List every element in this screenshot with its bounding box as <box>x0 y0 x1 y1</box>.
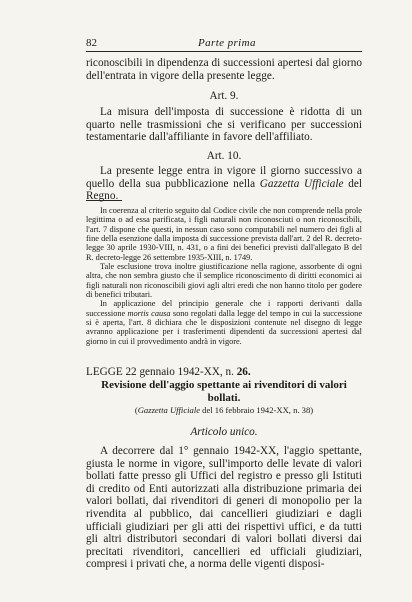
article-10-gazzetta: Gazzetta Ufficiale <box>259 177 344 190</box>
note-3-mortis-causa: mortis causa <box>127 308 171 318</box>
article-10-heading: Art. 10. <box>206 149 242 162</box>
note-paragraph-3 <box>86 299 362 346</box>
legge-block <box>86 366 362 571</box>
note-paragraph-2: Tale esclusione trova inoltre giustificazione nella ragione, assorbente di ogni altra, che non sembra giusto che il semplice riconoscimento di diritti economici ai figli naturali non riconoscibili giovi agli altri eredi che non hanno titolo per godere di benefici tributari. <box>86 262 362 300</box>
article-9-text: La misura dell'imposta di successione è ridotta di un quarto nelle trasmissioni che si verificano per successioni testamentarie dall'affiliante in favore dell'affiliato. <box>86 106 362 144</box>
article-10-text <box>86 165 362 203</box>
gazzetta-date: del 16 febbraio 1942-XX, n. 38) <box>200 405 314 415</box>
running-header <box>86 36 362 50</box>
legge-title-number: 26. <box>236 366 251 378</box>
legge-title-prefix: LEGGE 22 gennaio 1942-XX, n. <box>86 366 237 378</box>
gazzetta-reference <box>86 405 362 416</box>
header-rule <box>86 51 362 52</box>
footnote-separator <box>86 200 122 201</box>
article-10-text-a: La presente legge entra in vigore il giorno successivo a quello della sua pubblicazione nella <box>86 164 362 190</box>
page-number: 82 <box>86 37 97 49</box>
note-3-a: In applicazione del principio generale che i rapporti derivanti dalla successione <box>86 299 362 318</box>
commentary-notes <box>86 206 362 346</box>
article-10-text-b: del Regno. <box>86 177 363 203</box>
legge-subtitle: Revisione dell'aggio spettante ai rivenditori di valori bollati. <box>101 379 347 404</box>
gazzetta-name: Gazzetta Ufficiale <box>137 405 201 415</box>
note-paragraph-1: In coerenza al criterio seguito dal Codice civile che non comprende nella prole legittima o ad essa parificata, i figli naturali non riconosciuti o non riconoscibili, l'art. 7 dispone che questi, in nessun caso sono computabili nel numero dei figli al fine della esenzione dalla imposta di successione prevista dall'art. 2 del R. decreto-legge 30 aprile 1930-VIII, n. 431, o a fini dei benefici previsti dall'allegato B del R. decreto-legge 26 settembre 1935-XIII, n. 1749. <box>86 206 362 262</box>
running-title: Parte prima <box>198 37 256 49</box>
note-3-b: sono regolati dalla legge del tempo in cui la successione si è aperta, l'art. 8 dichiara che le disposizioni contenute nel disegno di legge avranno applicazione per i trasferimenti dipendenti da successioni apertesi dal giorno in cui il provvedimento andrà in vigore. <box>86 308 363 346</box>
articolo-unico-text: A decorrere dal 1° gennaio 1942-XX, l'aggio spettante, giusta le norme in vigore, sull'importo delle levate di valori bollati fatte presso gli Uffici del registro e presso gli Istituti di credito od Enti autorizzati alla distribuzione primaria dei valori bollati, dai rivenditori di generi di monopolio per la rivendita al pubblico, dai cancellieri giudiziari e dagli ufficiali giudiziari per gli atti dei rispettivi uffici, e da tutti gli altri distributori secondari di valori bollati diversi dai precitati rivenditori, cancellieri ed ufficiali giudiziari, compresi i privati che, a norma delle vigenti disposi- <box>86 445 362 571</box>
main-text <box>86 57 362 203</box>
continuation-paragraph: riconoscibili in dipendenza di successioni apertesi dal giorno dell'entrata in vigore della presente legge. <box>86 57 362 82</box>
legge-title <box>86 366 362 379</box>
gazzetta-open: ( <box>134 405 138 415</box>
article-9-heading: Art. 9. <box>209 90 239 103</box>
articolo-unico-heading: Articolo unico. <box>190 426 258 438</box>
